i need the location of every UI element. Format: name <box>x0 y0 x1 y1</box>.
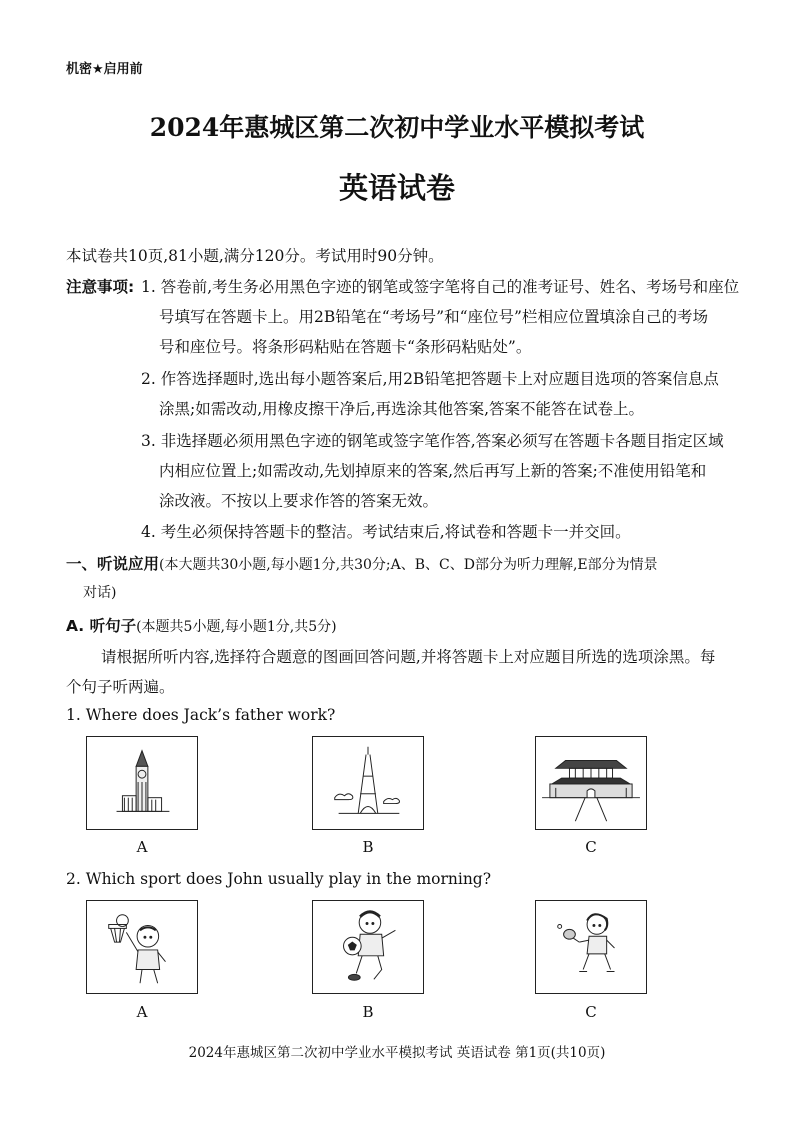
section-desc: (本大题共30小题,每小题1分,共30分;A、B、C、D部分为听力理解,E部分为情景 <box>159 557 658 573</box>
note-line: 涂改液。不按以上要求作答的答案无效。 <box>159 492 439 510</box>
page-footer: 2024年惠城区第二次初中学业水平模拟考试 英语试卷 第1页(共10页) <box>188 1045 606 1061</box>
option-1b-picture <box>312 736 424 830</box>
part-a-title: A. 听句子 <box>66 617 137 635</box>
exam-subtitle: 英语试卷 <box>338 171 455 205</box>
question-1-text: 1. Where does Jack’s father work? <box>66 706 336 724</box>
option-1a-label: A <box>136 838 148 856</box>
part-a-heading <box>66 614 337 636</box>
note-line: 涂黑;如需改动,用橡皮擦干净后,再选涂其他答案,答案不能答在试卷上。 <box>159 400 645 418</box>
part-a-desc: (本题共5小题,每小题1分,共5分) <box>136 619 337 635</box>
option-1c-label: C <box>585 838 597 856</box>
section-heading <box>66 552 658 574</box>
exam-title: 2024年惠城区第二次初中学业水平模拟考试 <box>149 113 645 142</box>
note-line: 4. 考生必须保持答题卡的整洁。考试结束后,将试卷和答题卡一并交回。 <box>141 523 631 541</box>
note-line: 号和座位号。将条形码粘贴在答题卡“条形码粘贴处”。 <box>159 338 532 356</box>
part-a-instruction: 个句子听两遍。 <box>66 678 175 696</box>
option-2c-label: C <box>585 1003 597 1021</box>
notes-label: 注意事项: <box>66 278 135 296</box>
table-tennis-player-icon <box>536 901 646 993</box>
note-line: 1. 答卷前,考生务必用黑色字迹的钢笔或签字笔将自己的准考证号、姓名、考场号和座位 <box>141 278 740 296</box>
note-line: 号填写在答题卡上。用2B铅笔在“考场号”和“座位号”栏相应位置填涂自己的考场 <box>159 308 708 326</box>
exam-intro: 本试卷共10页,81小题,满分120分。考试用时90分钟。 <box>66 247 444 265</box>
option-2b-label: B <box>362 1003 374 1021</box>
option-1c-picture <box>535 736 647 830</box>
football-player-icon <box>313 901 423 993</box>
note-line: 内相应位置上;如需改动,先划掉原来的答案,然后再写上新的答案;不准使用铅笔和 <box>159 462 707 480</box>
note-line: 3. 非选择题必须用黑色字迹的钢笔或签字笔作答,答案必须写在答题卡各题目指定区域 <box>141 432 724 450</box>
option-2a-label: A <box>136 1003 148 1021</box>
eiffel-tower-icon <box>313 737 423 829</box>
tiananmen-icon <box>536 737 646 829</box>
question-2-text: 2. Which sport does John usually play in the morning? <box>66 870 492 888</box>
confidential-stamp: 机密★启用前 <box>66 62 143 77</box>
basketball-player-icon <box>87 901 197 993</box>
section-title: 一、听说应用 <box>66 555 160 573</box>
part-a-instruction: 请根据所听内容,选择符合题意的图画回答问题,并将答题卡上对应题目所选的选项涂黑。每 <box>101 648 716 666</box>
section-desc-cont: 对话) <box>83 585 117 601</box>
option-2b-picture <box>312 900 424 994</box>
big-ben-icon <box>87 737 197 829</box>
option-2a-picture <box>86 900 198 994</box>
option-1b-label: B <box>362 838 374 856</box>
option-1a-picture <box>86 736 198 830</box>
note-line: 2. 作答选择题时,选出每小题答案后,用2B铅笔把答题卡上对应题目选项的答案信息点 <box>141 370 719 388</box>
option-2c-picture <box>535 900 647 994</box>
